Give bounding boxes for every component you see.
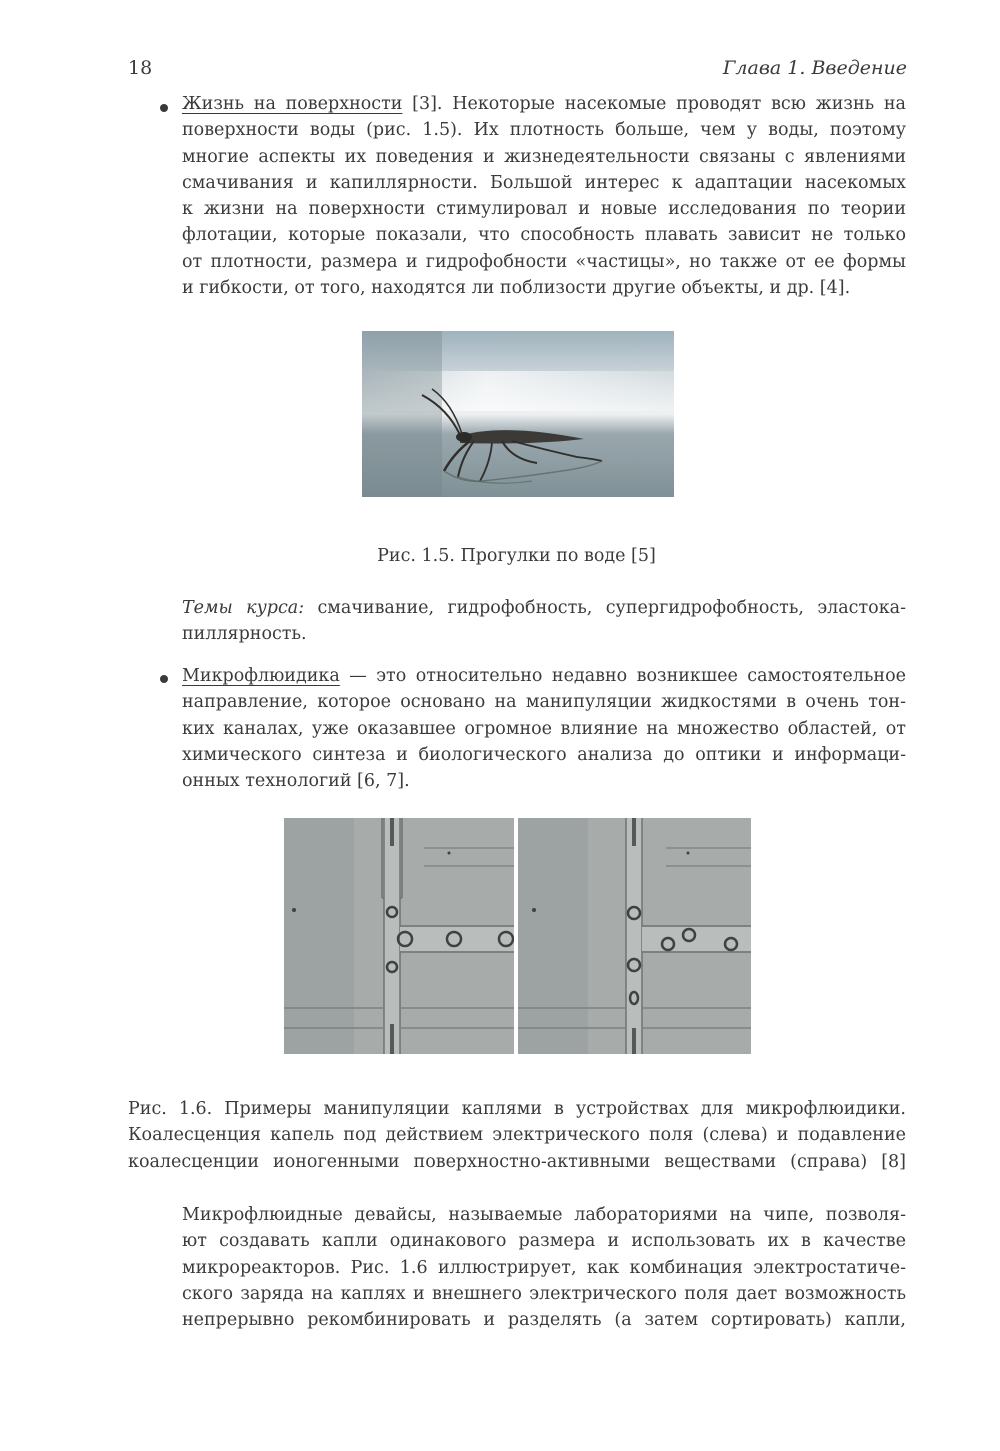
bullet-surface-life [182,91,906,301]
term-surface-life: Жизнь на поверхности [182,94,403,114]
caption-line: Коалесценция капель под действием электрического поля (слева) и подавление [128,1125,906,1146]
text-line: направление, которое основано на манипуляции жидкостями в очень тон- [182,692,906,713]
figure-caption-1-5: Рис. 1.5. Прогулки по воде [5] [377,546,656,566]
text-line: поверхности воды (рис. 1.5). Их плотность больше, чем у воды, поэтому [182,120,906,141]
topics-label: Темы курса: [182,598,305,618]
text-line: от плотности, размера и гидрофобности «частицы», но также от ее формы [182,251,906,272]
text-line: непрерывно рекомбинировать и разделять (а затем сортировать) капли, [182,1310,906,1331]
figure-water-strider-photo [362,331,674,497]
running-title: Глава 1. Введение [722,57,907,79]
text-line: микрореакторов. Рис. 1.6 иллюстрирует, как комбинация электростатиче- [182,1257,906,1278]
bullet-dot [160,675,168,683]
figure-microfluidic-right [518,818,751,1054]
text-line: к жизни на поверхности стимулировал и новые исследования по теории [182,199,906,220]
text-line: ского заряда на каплях и внешнего электрического поля дает возможность [182,1283,906,1304]
figure-microfluidic-left [284,818,514,1054]
figure-caption-1-6 [128,1096,906,1175]
bullet-microfluidics [182,663,906,794]
text-line: смачивания и капиллярности. Большой интерес к адаптации насекомых [182,172,906,193]
page-number: 18 [128,57,153,79]
text-line: пиллярность. [182,624,307,645]
course-topics [182,595,906,648]
text-line: многие аспекты их поведения и жизнедеятельности связаны с явлениями [182,146,906,167]
text-line: флотации, которые показали, что способность плавать зависит не только [182,225,906,246]
text-line: и гибкости, от того, находятся ли поблизости другие объекты, и др. [4]. [182,278,851,299]
term-microfluidics: Микрофлюидика [182,666,340,686]
text-line: Микрофлюидные девайсы, называемые лабораториями на чипе, позволя- [182,1205,906,1225]
text-line: Темы курса: смачивание, гидрофобность, супергидрофобность, эластока- [182,598,906,618]
text-line: ют создавать капли одинакового размера и использовать их в качестве [182,1231,906,1252]
text-line: Микрофлюидика — это относительно недавно возникшее самостоятельное [182,666,906,686]
text-line: онных технологий [6, 7]. [182,771,410,792]
text-line: ких каналах, уже оказавшее огромное влияние на множество областей, от [182,718,906,739]
text-line: Жизнь на поверхности [3]. Некоторые насекомые проводят всю жизнь на [182,94,906,114]
text-line: химического синтеза и биологического анализа до оптики и информаци- [182,744,906,765]
bullet-dot [160,104,168,112]
body-paragraph [182,1202,906,1333]
caption-line: Рис. 1.6. Примеры манипуляции каплями в устройствах для микрофлюидики. [128,1099,906,1119]
caption-line: коалесценции ионогенными поверхностно-активными веществами (справа) [8] [128,1151,906,1172]
